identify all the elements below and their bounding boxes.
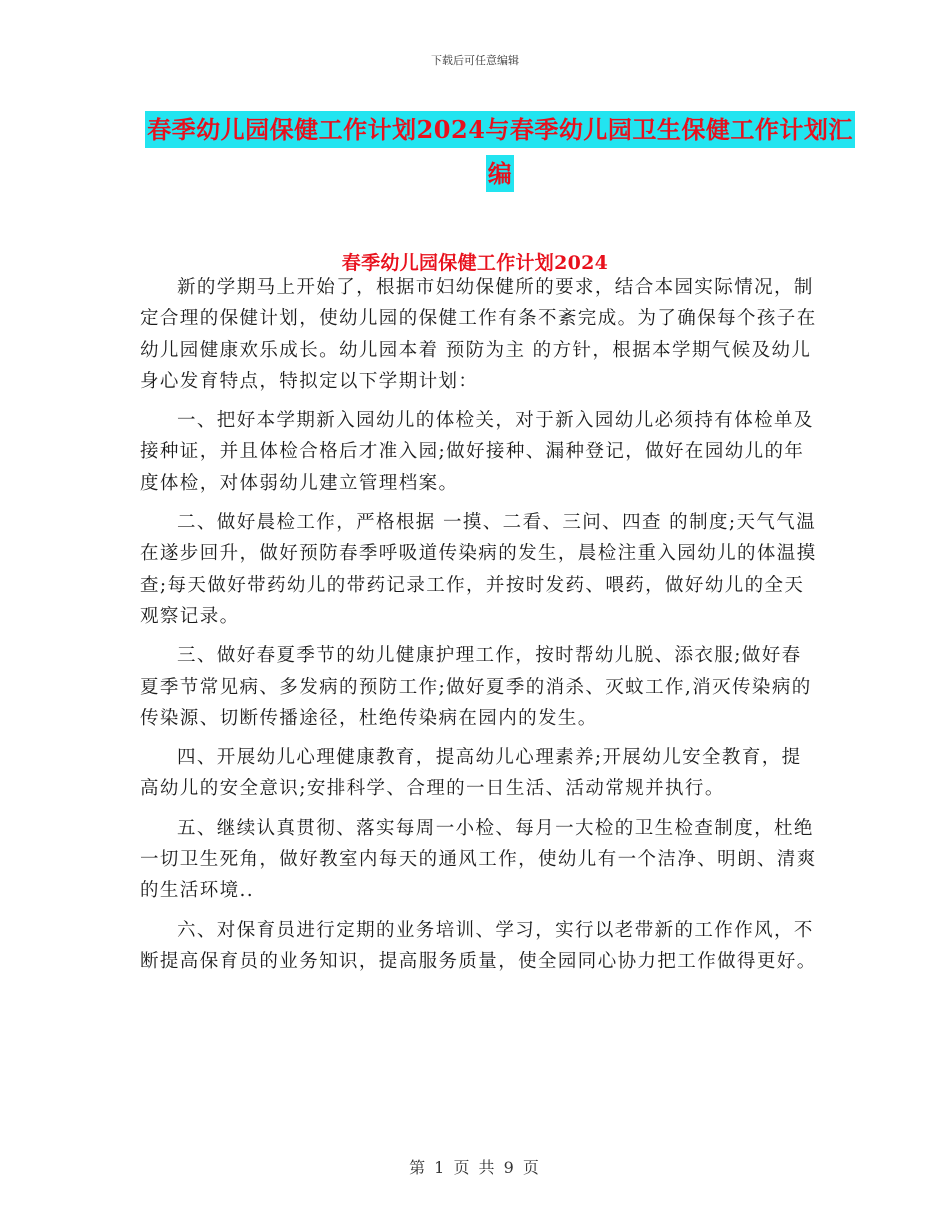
paragraph-item-3: 三、做好春夏季节的幼儿健康护理工作，按时帮幼儿脱、添衣服;做好春夏季节常见病、多发病的预防工作;做好夏季的消杀、灭蚊工作,消灭传染病的传染源、切断传播途径，杜绝传染病在园内的发生。 — [140, 645, 812, 729]
paragraph-item-1: 一、把好本学期新入园幼儿的体检关，对于新入园幼儿必须持有体检单及接种证，并且体检合格后才准入园;做好接种、漏种登记，做好在园幼儿的年度体检，对体弱幼儿建立管理档案。 — [140, 410, 814, 494]
paragraph-item-5: 五、继续认真贯彻、落实每周一小检、每月一大检的卫生检查制度，杜绝一切卫生死角，做好教室内每天的通风工作，使幼儿有一个洁净、明朗、清爽的生活环境.. — [140, 817, 817, 902]
document-main-title — [140, 108, 860, 196]
paragraph-item-2: 二、做好晨检工作，严格根据 一摸、二看、三问、四查 的制度;天气气温在遂步回升，做好预防春季呼吸道传染病的发生，晨检注重入园幼儿的体温摸查;每天做好带药幼儿的带药记录工作，并按时发药、喂药，做好幼儿的全天观察记录。 — [140, 512, 817, 627]
document-body — [140, 272, 820, 985]
paragraph-item-4: 四、开展幼儿心理健康教育，提高幼儿心理素养;开展幼儿安全教育，提高幼儿的安全意识;安排科学、合理的一日生活、活动常规并执行。 — [140, 747, 802, 800]
paragraph-intro: 新的学期马上开始了，根据市妇幼保健所的要求，结合本园实际情况，制定合理的保健计划，使幼儿园的保健工作有条不紊完成。为了确保每个孩子在幼儿园健康欢乐成长。幼儿园本着 预防为主 的方针，根据本学期气候及幼儿身心发育特点，特拟定以下学期计划： — [140, 277, 817, 392]
main-title-highlight: 春季幼儿园保健工作计划2024与春季幼儿园卫生保健工作计划汇编 — [145, 111, 855, 192]
section-title: 春季幼儿园保健工作计划2024 — [341, 252, 609, 274]
page-footer: 第 1 页 共 9 页 — [409, 1158, 541, 1177]
page-header: 下载后可任意编辑 — [431, 54, 519, 67]
paragraph-item-6: 六、对保育员进行定期的业务培训、学习，实行以老带新的工作作风，不断提高保育员的业务知识，提高服务质量，使全园同心协力把工作做得更好。 — [140, 919, 817, 972]
